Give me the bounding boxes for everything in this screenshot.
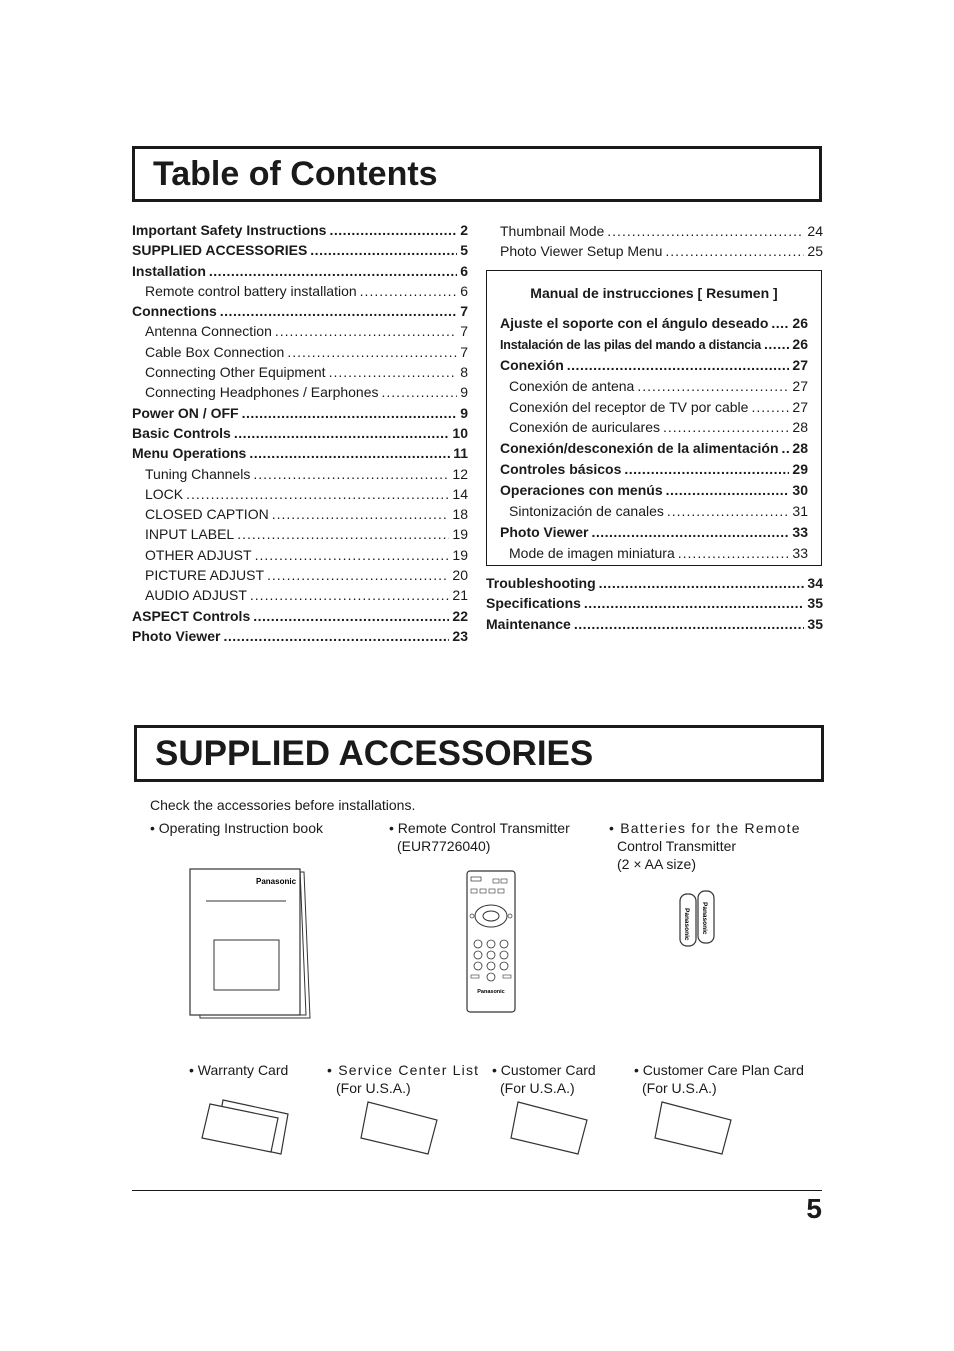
page-number: 5 — [806, 1193, 822, 1224]
spanish-toc-entry-page: 27 — [792, 398, 808, 415]
spanish-toc-entry — [500, 522, 808, 543]
spanish-toc-entry-page: 28 — [792, 440, 808, 457]
dot-leader — [186, 484, 449, 504]
dot-leader — [751, 397, 789, 417]
spanish-toc-entry — [500, 438, 808, 459]
book-brand-text: Panasonic — [256, 877, 297, 886]
toc-entry — [132, 321, 468, 341]
toc-entry-label: PICTURE ADJUST — [145, 567, 265, 584]
toc-entry-page: 5 — [460, 242, 468, 259]
spanish-summary-list — [500, 313, 808, 564]
spanish-toc-entry-label: Operaciones con menús — [500, 482, 663, 499]
dot-leader — [209, 261, 457, 281]
service-center-label-line2: (For U.S.A.) — [336, 1080, 411, 1096]
dot-leader — [360, 281, 458, 301]
remote-label-line1: • Remote Control Transmitter — [389, 820, 570, 836]
toc-entry-page: 24 — [807, 223, 823, 239]
toc-entry — [132, 220, 468, 240]
toc-entry — [132, 626, 468, 646]
batteries-label-line3: (2 × AA size) — [617, 856, 696, 872]
dot-leader — [329, 362, 458, 382]
dot-leader — [310, 240, 457, 260]
toc-entry — [132, 585, 468, 605]
dot-leader — [567, 355, 790, 375]
dot-leader — [249, 443, 450, 463]
dot-leader — [624, 459, 789, 479]
dot-leader — [607, 221, 804, 241]
dot-leader — [255, 545, 450, 565]
toc-entry-label: Antenna Connection — [145, 323, 272, 340]
spanish-summary-title: Manual de instrucciones [ Resumen ] — [530, 285, 778, 301]
toc-entry — [132, 362, 468, 382]
toc-entry-page: 25 — [807, 243, 823, 260]
toc-entry — [486, 614, 823, 634]
service-center-list-icon — [357, 1098, 441, 1160]
spanish-summary-box — [486, 270, 822, 566]
customer-card-label-line2: (For U.S.A.) — [500, 1080, 575, 1096]
remote-control-icon — [465, 869, 517, 1015]
toc-entry — [486, 573, 823, 593]
care-plan-label-line1: • Customer Care Plan Card — [634, 1062, 804, 1078]
care-plan-label-line2: (For U.S.A.) — [642, 1080, 717, 1096]
dot-leader — [665, 241, 804, 261]
toc-entry-label: Connecting Headphones / Earphones — [145, 384, 379, 401]
spanish-toc-entry-label: Sintonización de canales — [509, 503, 664, 520]
service-center-label-line1: • Service Center List — [327, 1062, 480, 1078]
remote-label-line2: (EUR7726040) — [397, 838, 491, 854]
toc-title-box — [132, 146, 822, 202]
spanish-toc-entry — [500, 355, 808, 376]
dot-leader — [329, 220, 457, 240]
dot-leader — [574, 614, 805, 634]
toc-entry-label: Remote control battery installation — [145, 282, 357, 299]
toc-entry-label: Specifications — [486, 595, 581, 612]
spanish-toc-entry-page: 33 — [792, 523, 808, 540]
toc-entry-label: SUPPLIED ACCESSORIES — [132, 242, 308, 259]
spanish-toc-entry-page: 29 — [792, 461, 808, 478]
toc-entry-page: 11 — [453, 445, 468, 462]
dot-leader — [663, 417, 789, 437]
toc-entry-page: 19 — [452, 526, 468, 543]
dot-leader — [253, 606, 449, 626]
toc-entry-page: 19 — [452, 546, 468, 563]
toc-entry-page: 35 — [807, 595, 823, 612]
dot-leader — [764, 334, 789, 354]
toc-entry-label: Important Safety Instructions — [132, 222, 327, 238]
spanish-toc-entry-label: Instalación de las pilas del mando a distancia — [500, 337, 762, 352]
toc-entry — [132, 281, 468, 301]
spanish-toc-entry-label: Conexión del receptor de TV por cable — [509, 398, 749, 415]
spanish-toc-entry-label: Photo Viewer — [500, 523, 589, 540]
operating-book-label: • Operating Instruction book — [150, 820, 323, 836]
toc-right-top-column — [500, 221, 823, 262]
dot-leader — [267, 565, 449, 585]
toc-entry — [132, 524, 468, 544]
toc-entry-label: Connections — [132, 303, 217, 320]
toc-entry — [132, 545, 468, 565]
dot-leader — [666, 480, 790, 500]
spanish-toc-entry-label: Ajuste el soporte con el ángulo deseado — [500, 315, 769, 331]
toc-entry-label: Troubleshooting — [486, 575, 596, 591]
spanish-toc-entry-label: Mode de imagen miniatura — [509, 544, 675, 561]
care-plan-card-icon — [651, 1098, 735, 1160]
accessories-title-box — [134, 725, 824, 782]
spanish-toc-entry — [500, 543, 808, 564]
spanish-toc-entry-page: 27 — [792, 356, 808, 373]
battery-brand-text-2: Panasonic — [701, 902, 708, 935]
spanish-toc-entry-label: Controles básicos — [500, 461, 622, 478]
dot-leader — [220, 301, 457, 321]
toc-entry-label: CLOSED CAPTION — [145, 506, 269, 523]
toc-entry-page: 21 — [452, 587, 468, 604]
spanish-toc-entry — [500, 397, 808, 418]
toc-entry — [132, 301, 468, 321]
spanish-toc-entry-label: Conexión de auriculares — [509, 419, 660, 436]
toc-entry-label: INPUT LABEL — [145, 526, 235, 543]
toc-entry — [500, 221, 823, 241]
toc-entry-label: Maintenance — [486, 615, 571, 632]
toc-entry — [132, 464, 468, 484]
dot-leader — [599, 573, 805, 593]
toc-entry-label: Power ON / OFF — [132, 404, 239, 421]
toc-entry-page: 18 — [452, 506, 468, 523]
toc-entry-page: 22 — [452, 607, 468, 624]
accessories-intro: Check the accessories before installations. — [150, 797, 416, 813]
toc-entry-label: AUDIO ADJUST — [145, 587, 247, 604]
toc-entry-page: 10 — [452, 424, 468, 441]
toc-entry-page: 14 — [452, 485, 468, 502]
dot-leader — [272, 504, 450, 524]
toc-entry-label: Photo Viewer Setup Menu — [500, 243, 663, 260]
spanish-toc-entry-page: 26 — [792, 315, 808, 331]
toc-entry-label: Basic Controls — [132, 424, 231, 441]
toc-entry-label: Thumbnail Mode — [500, 223, 605, 239]
toc-entry-page: 12 — [452, 465, 468, 482]
dot-leader — [250, 585, 450, 605]
spanish-toc-entry-page: 27 — [792, 377, 808, 394]
toc-left-column — [132, 220, 468, 646]
dot-leader — [382, 382, 458, 402]
dot-leader — [771, 313, 789, 333]
toc-entry — [132, 382, 468, 402]
dot-leader — [242, 403, 458, 423]
toc-entry-page: 35 — [807, 615, 823, 632]
dot-leader — [591, 522, 789, 542]
toc-entry-label: Installation — [132, 262, 206, 279]
toc-entry-page: 7 — [460, 303, 468, 320]
dot-leader — [223, 626, 449, 646]
accessories-title: SUPPLIED ACCESSORIES — [155, 734, 594, 773]
toc-title: Table of Contents — [153, 155, 438, 193]
dot-leader — [637, 376, 789, 396]
toc-entry-page: 7 — [460, 323, 468, 340]
warranty-card-label: • Warranty Card — [189, 1062, 289, 1078]
toc-entry-page: 23 — [452, 627, 468, 644]
toc-entry — [132, 484, 468, 504]
toc-entry-page: 34 — [807, 575, 823, 591]
toc-entry — [486, 593, 823, 613]
dot-leader — [253, 464, 449, 484]
toc-entry — [132, 342, 468, 362]
batteries-label-line1: • Batteries for the Remote — [609, 820, 801, 836]
spanish-toc-entry — [500, 313, 808, 334]
toc-entry — [132, 606, 468, 626]
toc-entry-page: 9 — [460, 404, 468, 421]
toc-entry — [132, 504, 468, 524]
toc-entry-page: 2 — [460, 222, 468, 238]
footer-divider — [132, 1190, 822, 1191]
instruction-book-icon — [186, 866, 312, 1022]
toc-entry-page: 6 — [460, 282, 468, 299]
toc-entry — [132, 403, 468, 423]
spanish-toc-entry-page: 28 — [792, 419, 808, 436]
batteries-icon — [676, 888, 722, 950]
dot-leader — [275, 321, 457, 341]
spanish-toc-entry — [500, 459, 808, 480]
toc-entry — [132, 423, 468, 443]
dot-leader — [234, 423, 450, 443]
toc-entry — [132, 240, 468, 260]
batteries-label-line2: Control Transmitter — [617, 838, 737, 854]
toc-entry-label: Connecting Other Equipment — [145, 364, 326, 381]
spanish-toc-entry — [500, 501, 808, 522]
toc-entry-label: LOCK — [145, 485, 184, 502]
toc-entry-label: OTHER ADJUST — [145, 546, 252, 563]
toc-entry — [132, 443, 468, 463]
toc-entry-label: ASPECT Controls — [132, 607, 251, 624]
spanish-toc-entry-page: 26 — [792, 335, 808, 352]
spanish-toc-entry — [500, 480, 808, 501]
warranty-card-icon — [198, 1096, 292, 1158]
toc-entry-label: Menu Operations — [132, 445, 247, 462]
toc-entry-label: Cable Box Connection — [145, 343, 285, 360]
toc-entry-page: 8 — [460, 364, 468, 381]
spanish-toc-entry-page: 31 — [792, 503, 808, 520]
toc-entry-label: Photo Viewer — [132, 627, 221, 644]
spanish-toc-entry-page: 33 — [792, 544, 808, 561]
toc-entry-page: 9 — [460, 384, 468, 401]
spanish-toc-entry-label: Conexión — [500, 356, 564, 373]
dot-leader — [584, 593, 805, 613]
spanish-toc-entry-page: 30 — [792, 482, 808, 499]
customer-card-icon — [507, 1098, 591, 1160]
customer-card-label-line1: • Customer Card — [492, 1062, 596, 1078]
toc-entry — [132, 565, 468, 585]
spanish-toc-entry — [500, 334, 808, 355]
spanish-toc-entry — [500, 376, 808, 397]
toc-entry — [132, 261, 468, 281]
toc-right-bottom-column — [486, 573, 823, 634]
toc-entry-page: 7 — [460, 343, 468, 360]
dot-leader — [287, 342, 457, 362]
battery-brand-text-1: Panasonic — [683, 908, 690, 941]
dot-leader — [237, 524, 449, 544]
dot-leader — [782, 438, 790, 458]
toc-entry-page: 20 — [452, 567, 468, 584]
dot-leader — [667, 501, 790, 521]
toc-entry — [500, 241, 823, 261]
remote-brand-text: Panasonic — [477, 989, 505, 995]
spanish-toc-entry-label: Conexión de antena — [509, 377, 635, 394]
toc-entry-page: 6 — [460, 262, 468, 279]
toc-entry-label: Tuning Channels — [145, 465, 251, 482]
spanish-toc-entry-label: Conexión/desconexión de la alimentación — [500, 440, 779, 457]
spanish-toc-entry — [500, 417, 808, 438]
dot-leader — [678, 543, 790, 563]
